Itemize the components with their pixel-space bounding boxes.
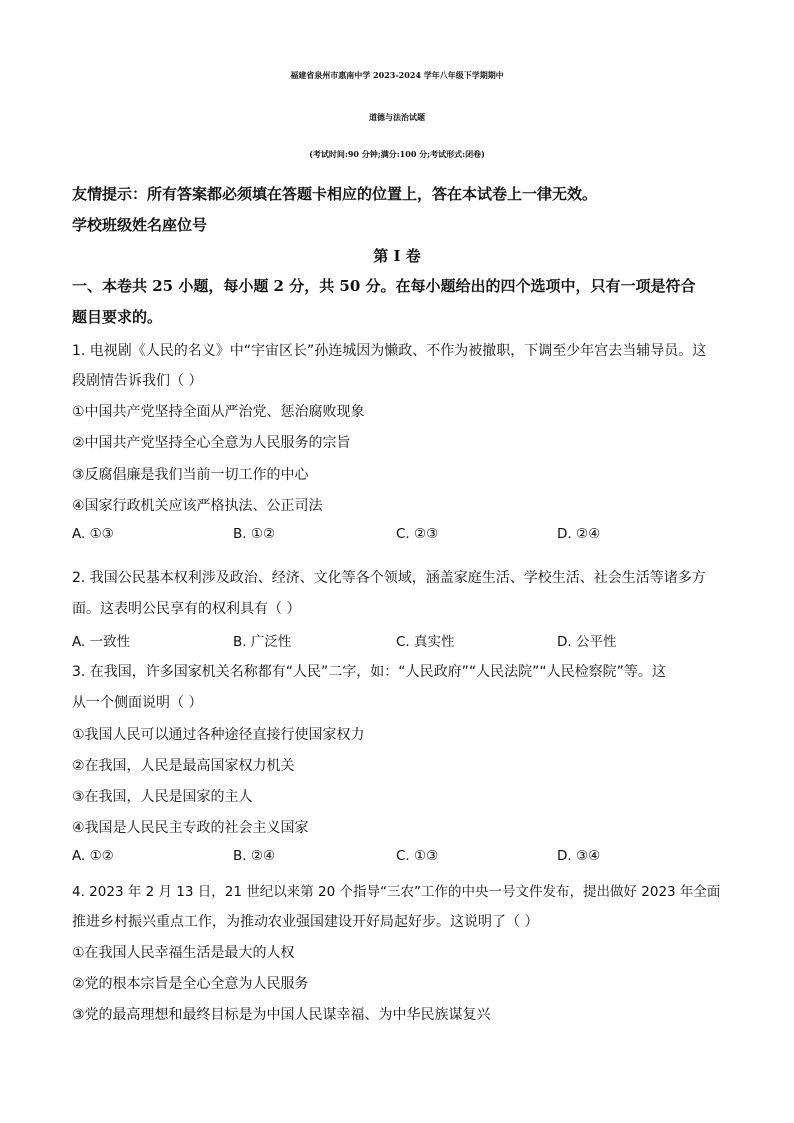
exam-title-line1: 福建省泉州市惠南中学 2023-2024 学年八年级下学期期中 [290, 70, 504, 80]
question-3-item-2: ②在我国，人民是最高国家权力机关 [72, 758, 295, 774]
question-3-item-3: ③在我国，人民是国家的主人 [72, 789, 253, 805]
question-1-option-c[interactable]: C. ②③ [396, 526, 439, 542]
question-2-option-a[interactable]: A. 一致性 [72, 634, 131, 650]
section-instruction-line2: 题目要求的。 [72, 308, 163, 326]
question-3-option-b[interactable]: B. ②④ [233, 848, 276, 864]
question-2-stem-line2: 面。这表明公民享有的权利具有（ ） [72, 601, 301, 617]
notice: 友情提示：所有答案都必须填在答题卡相应的位置上，答在本试卷上一律无效。 [72, 185, 598, 203]
exam-info: (考试时间:90 分钟;满分:100 分;考试形式:闭卷) [309, 149, 485, 159]
student-info: 学校班级姓名座位号 [72, 216, 208, 234]
question-1-option-a[interactable]: A. ①③ [72, 526, 114, 542]
question-4-item-3: ③党的最高理想和最终目标是为中国人民谋幸福、为中华民族谋复兴 [72, 1007, 491, 1023]
section-instruction-line1: 一、本卷共 25 小题，每小题 2 分，共 50 分。在每小题给出的四个选项中，只有一项是符合 [72, 277, 696, 295]
question-4-stem-line2: 推进乡村振兴重点工作，为推动农业强国建设开好局起好步。这说明了（ ） [72, 914, 539, 930]
question-4-stem-line1: 4. 2023 年 2 月 13 日，21 世纪以来第 20 个指导“三农”工作的中央一号文件发布，提出做好 2023 年全面 [72, 884, 721, 900]
question-1-stem-line2: 段剧情告诉我们（ ） [72, 373, 203, 389]
question-2-option-c[interactable]: C. 真实性 [396, 634, 455, 650]
exam-title-line2: 道德与法治试题 [369, 112, 425, 122]
question-3-option-c[interactable]: C. ①③ [396, 848, 439, 864]
question-1-item-4: ④国家行政机关应该严格执法、公正司法 [72, 498, 323, 514]
question-3-stem-line2: 从一个侧面说明（ ） [72, 695, 203, 711]
question-2-stem-line1: 2. 我国公民基本权利涉及政治、经济、文化等各个领域，涵盖家庭生活、学校生活、社会生活等诸多方 [72, 570, 706, 586]
question-3-stem-line1: 3. 在我国，许多国家机关名称都有“人民”二字，如：“人民政府”“人民法院”“人民检察院”等。这 [72, 664, 666, 680]
question-1-option-d[interactable]: D. ②④ [557, 526, 601, 542]
question-3-item-4: ④我国是人民民主专政的社会主义国家 [72, 820, 309, 836]
question-2-option-d[interactable]: D. 公平性 [557, 634, 617, 650]
question-4-item-2: ②党的根本宗旨是全心全意为人民服务 [72, 976, 309, 992]
question-3-option-a[interactable]: A. ①② [72, 848, 114, 864]
question-3-option-d[interactable]: D. ③④ [557, 848, 601, 864]
question-1-item-3: ③反腐倡廉是我们当前一切工作的中心 [72, 467, 309, 483]
question-1-option-b[interactable]: B. ①② [233, 526, 276, 542]
question-1-item-2: ②中国共产党坚持全心全意为人民服务的宗旨 [72, 435, 351, 451]
question-3-item-1: ①我国人民可以通过各种途径直接行使国家权力 [72, 727, 365, 743]
volume-heading: 第 I 卷 [373, 247, 421, 265]
question-2-option-b[interactable]: B. 广泛性 [233, 634, 292, 650]
question-1-stem-line1: 1. 电视剧《人民的名义》中“宇宙区长”孙连城因为懒政、不作为被撤职，下调至少年宫去当辅导员。这 [72, 343, 707, 359]
question-4-item-1: ①在我国人民幸福生活是最大的人权 [72, 945, 295, 961]
question-1-item-1: ①中国共产党坚持全面从严治党、惩治腐败现象 [72, 404, 365, 420]
